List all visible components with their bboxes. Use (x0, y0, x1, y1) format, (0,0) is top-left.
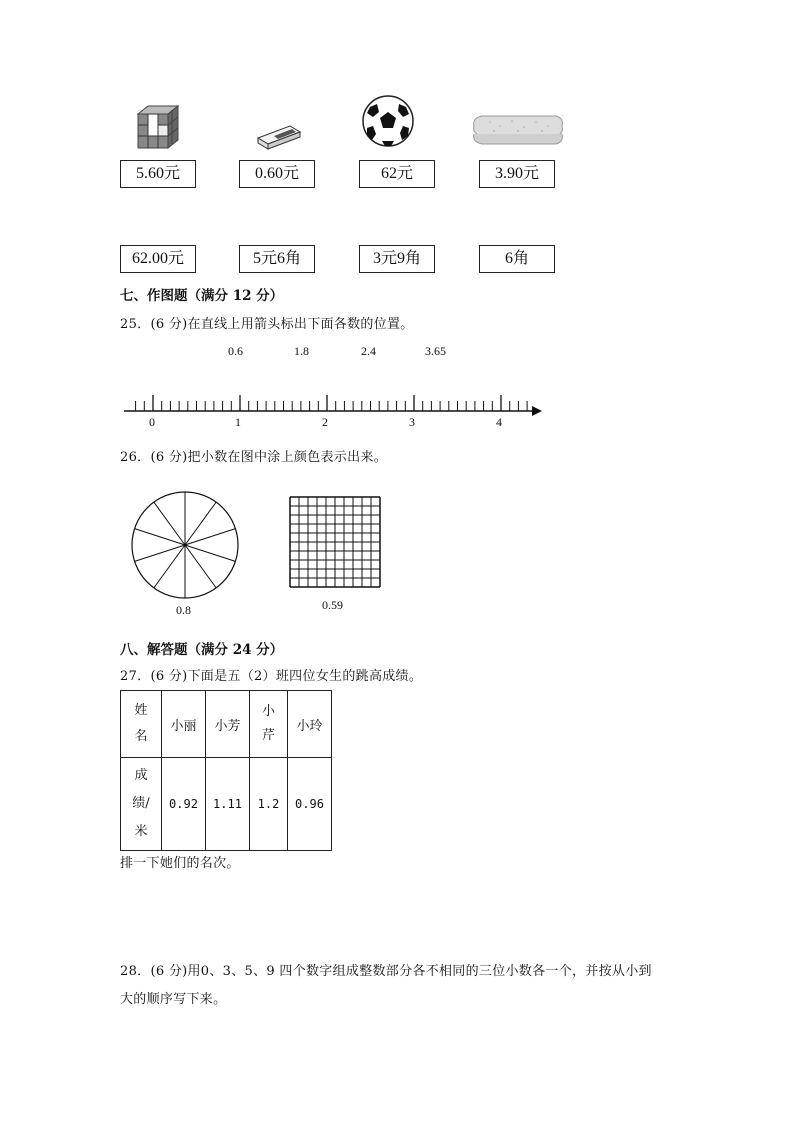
name-cell: 小玲 (288, 691, 332, 758)
axis-label: 1 (235, 415, 241, 429)
price-box: 62.00元 (120, 245, 196, 273)
number-line[interactable] (120, 388, 550, 418)
number-to-mark: 1.8 (294, 344, 309, 358)
score-cell: 1.11 (206, 758, 250, 851)
score-cell: 0.96 (288, 758, 332, 851)
axis-label: 4 (496, 415, 502, 429)
name-cell: 小芳 (206, 691, 250, 758)
axis-label: 0 (149, 415, 155, 429)
number-to-mark: 0.6 (228, 344, 243, 358)
eraser-image (254, 120, 304, 150)
soccer-ball-image (362, 95, 414, 147)
question-25: 25．(6 分)在直线上用箭头标出下面各数的位置。 (120, 317, 414, 332)
price-box: 6角 (479, 245, 555, 273)
price-box: 5.60元 (120, 160, 196, 188)
section-heading: 七、作图题（满分 12 分） (120, 288, 284, 304)
axis-label: 3 (409, 415, 415, 429)
question-28-line2: 大的顺序写下来。 (120, 992, 227, 1007)
number-to-mark: 3.65 (425, 344, 446, 358)
price-box: 62元 (359, 160, 435, 188)
score-cell: 0.92 (162, 758, 206, 851)
question-27-task: 排一下她们的名次。 (120, 856, 240, 871)
score-table (120, 690, 332, 851)
towel-image (470, 112, 566, 148)
price-box: 3元9角 (359, 245, 435, 273)
header-label-cell: 姓 名 (121, 691, 162, 758)
name-cell: 小丽 (162, 691, 206, 758)
axis-arrow (532, 406, 542, 416)
price-box: 0.60元 (239, 160, 315, 188)
price-box: 5元6角 (239, 245, 315, 273)
question-26: 26．(6 分)把小数在图中涂上颜色表示出来。 (120, 450, 387, 465)
number-to-mark: 2.4 (361, 344, 376, 358)
axis-label: 2 (322, 415, 328, 429)
score-cell: 1.2 (250, 758, 288, 851)
hundred-grid[interactable] (289, 496, 381, 588)
question-28-line1: 28．(6 分)用0、3、5、9 四个数字组成整数部分各不相同的三位小数各一个，并按从小到 (120, 964, 652, 979)
fraction-circle[interactable] (130, 490, 240, 600)
row-label-cell: 成 绩/ 米 (121, 758, 162, 851)
question-27: 27．(6 分)下面是五（2）班四位女生的跳高成绩。 (120, 669, 423, 684)
circle-value-label: 0.8 (176, 603, 191, 617)
grid-value-label: 0.59 (322, 598, 343, 612)
rubiks-cube-image (134, 104, 184, 150)
section-heading: 八、解答题（满分 24 分） (120, 642, 284, 658)
name-cell: 小 芹 (250, 691, 288, 758)
price-box: 3.90元 (479, 160, 555, 188)
